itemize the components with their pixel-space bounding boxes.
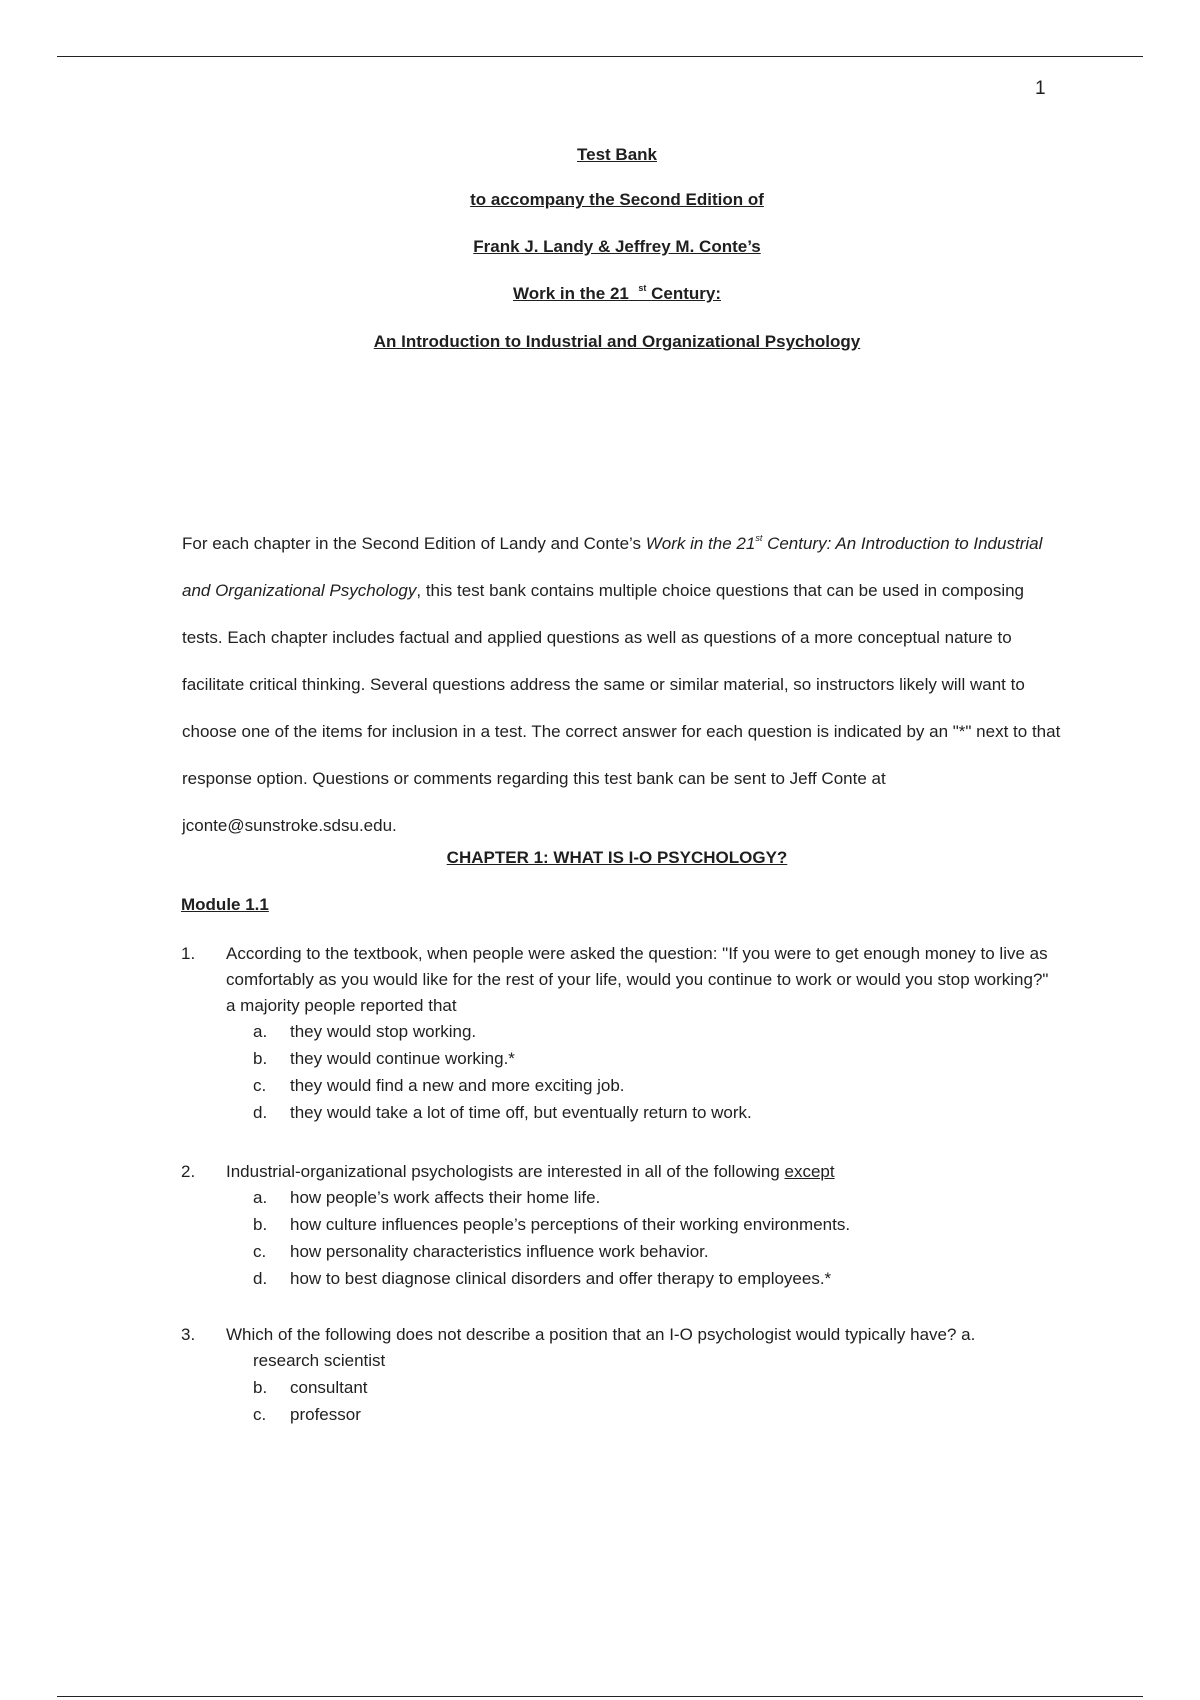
intro-paragraph bbox=[182, 515, 1062, 849]
option-d bbox=[253, 1100, 1061, 1127]
option-text: professor bbox=[290, 1405, 361, 1424]
intro-italic-sup: st bbox=[755, 533, 763, 543]
page-number: 1 bbox=[1035, 78, 1046, 99]
title-line-2: to accompany the Second Edition of bbox=[470, 190, 764, 209]
option-letter: a. bbox=[253, 1022, 268, 1041]
question-stem-text: Industrial-organizational psychologists are interested in all of the following bbox=[226, 1162, 785, 1181]
intro-italic1: Work in the 21 bbox=[645, 534, 756, 553]
option-letter: b. bbox=[253, 1049, 268, 1068]
option-c bbox=[253, 1239, 1061, 1266]
option-c bbox=[253, 1073, 1061, 1100]
title-line-1: Test Bank bbox=[577, 145, 657, 164]
option-text: they would find a new and more exciting job. bbox=[290, 1076, 625, 1095]
question-stem bbox=[226, 1159, 1061, 1185]
title-line-4-pre: Work in the 21 bbox=[513, 284, 629, 303]
question-1 bbox=[181, 941, 1061, 1127]
question-number: 2. bbox=[181, 1162, 196, 1181]
option-text: how personality characteristics influence work behavior. bbox=[290, 1242, 709, 1261]
question-2 bbox=[181, 1159, 1061, 1293]
options-list bbox=[253, 1185, 1061, 1293]
question-stem: Which of the following does not describe a position that an I-O psychologist would typically have? a. bbox=[226, 1325, 976, 1344]
options-list bbox=[253, 1019, 1061, 1127]
option-letter: b. bbox=[253, 1378, 268, 1397]
title-line-5: An Introduction to Industrial and Organizational Psychology bbox=[373, 332, 861, 351]
option-d bbox=[253, 1266, 1061, 1293]
title-line-3: Frank J. Landy & Jeffrey M. Conte’s bbox=[473, 237, 761, 256]
option-letter: b. bbox=[253, 1215, 268, 1234]
option-letter: a. bbox=[253, 1188, 268, 1207]
options-list bbox=[253, 1375, 1061, 1429]
title-line-4 bbox=[0, 283, 1200, 304]
option-letter: d. bbox=[253, 1103, 268, 1122]
option-text: they would stop working. bbox=[290, 1022, 477, 1041]
option-letter: d. bbox=[253, 1269, 268, 1288]
question-number: 3. bbox=[181, 1325, 196, 1344]
intro-italic2: Century: An Introduction to Industrial and Organizational Psychology bbox=[182, 534, 1043, 600]
question-number: 1. bbox=[181, 944, 196, 963]
module-heading: Module 1.1 bbox=[181, 895, 269, 914]
option-b bbox=[253, 1375, 1061, 1402]
header-rule bbox=[57, 56, 1143, 57]
option-b bbox=[253, 1046, 1061, 1073]
option-a bbox=[253, 1185, 1061, 1212]
intro-part1: For each chapter in the Second Edition of Landy and Conte’s bbox=[182, 534, 646, 553]
option-letter: c. bbox=[253, 1405, 267, 1424]
title-line-4-post: Century: bbox=[651, 284, 721, 303]
intro-part2: , this test bank contains multiple choice questions that can be used in composing tests. Each chapter includes factual and applied questions as well as questions of a more conceptual nature to facilitate critical thinking. Several questions address the same or similar material, so instructors likely will want to choose one of the items for inclusion in a test. The correct answer for each question is indicated by an "*" next to that response option. Questions or comments regarding this test bank can be sent to Jeff Conte at jconte@sunstroke.sdsu.edu. bbox=[182, 581, 1061, 835]
option-c bbox=[253, 1402, 1061, 1429]
option-text: how people’s work affects their home life. bbox=[290, 1188, 601, 1207]
option-text: how culture influences people’s perceptions of their working environments. bbox=[290, 1215, 851, 1234]
title-line-4-sup: st bbox=[638, 283, 647, 293]
question-stem-emphasis: except bbox=[784, 1162, 835, 1181]
option-a bbox=[253, 1019, 1061, 1046]
question-stem: According to the textbook, when people were asked the question: "If you were to get enough money to live as comfortably as you would like for the rest of your life, would you continue to work or would you stop working?" a majority people reported that bbox=[226, 944, 1049, 1015]
option-text: they would take a lot of time off, but eventually return to work. bbox=[290, 1103, 752, 1122]
option-letter: c. bbox=[253, 1242, 267, 1261]
question-stem-continued: research scientist bbox=[253, 1351, 386, 1370]
chapter-heading: CHAPTER 1: WHAT IS I-O PSYCHOLOGY? bbox=[446, 848, 788, 867]
footer-rule bbox=[57, 1696, 1143, 1697]
question-3 bbox=[181, 1322, 1061, 1429]
option-text: consultant bbox=[290, 1378, 368, 1397]
option-text: how to best diagnose clinical disorders and offer therapy to employees.* bbox=[290, 1269, 832, 1288]
option-letter: c. bbox=[253, 1076, 267, 1095]
option-text: they would continue working.* bbox=[290, 1049, 515, 1068]
option-b bbox=[253, 1212, 1061, 1239]
